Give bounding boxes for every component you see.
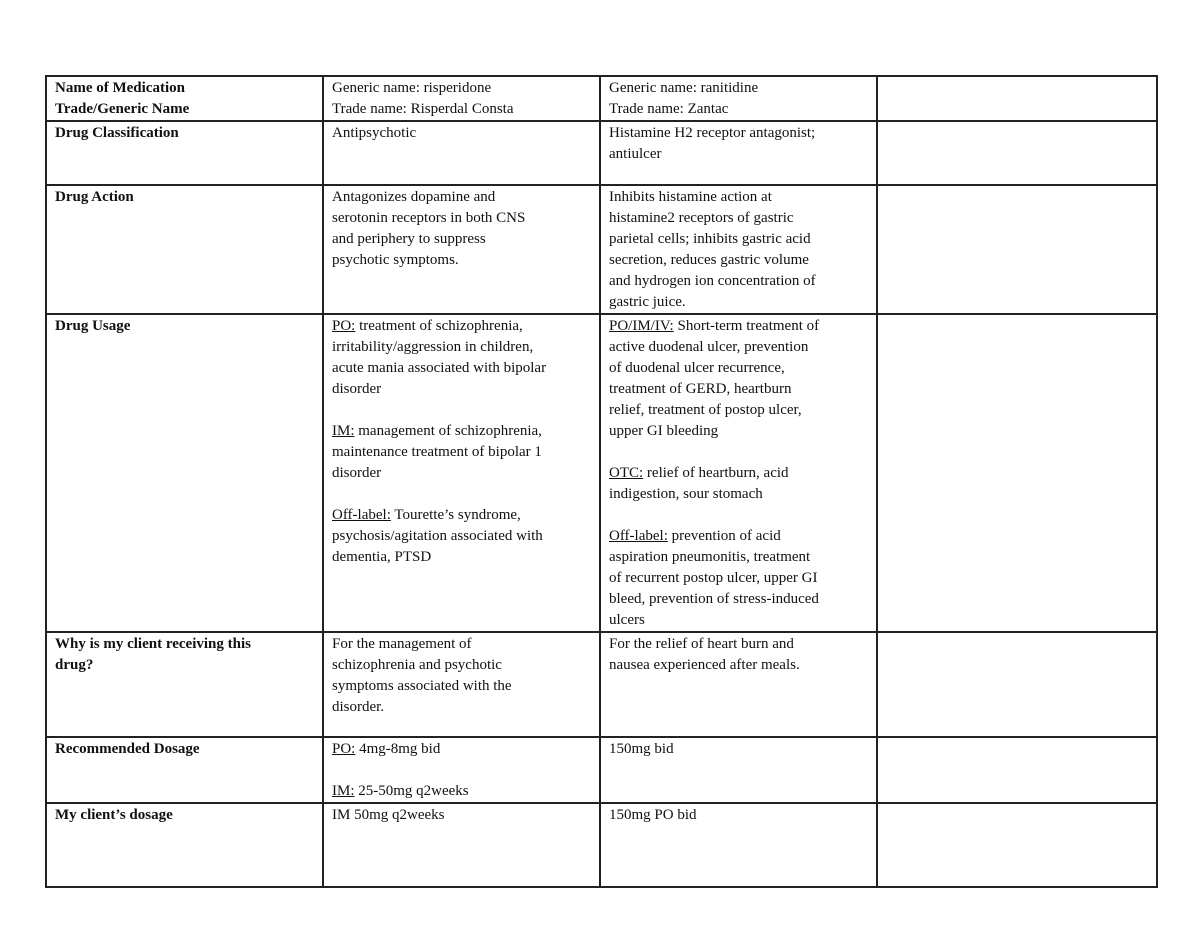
route-label-po: PO:	[332, 318, 356, 334]
label-drug-action: Drug Action	[46, 185, 323, 314]
text-line: serotonin receptors in both CNS	[332, 210, 526, 226]
text-line: treatment of GERD, heartburn	[609, 381, 792, 397]
route-label-im: IM:	[332, 423, 355, 439]
drug2-classification-cell	[600, 121, 877, 185]
text-line	[609, 526, 868, 547]
text-line: psychosis/agitation associated with	[332, 528, 543, 544]
label-line: Why is my client receiving this	[55, 636, 251, 652]
paragraph-gap	[332, 760, 591, 781]
text-line: relief, treatment of postop ulcer,	[609, 402, 802, 418]
drug2-client-dosage: 150mg PO bid	[600, 803, 877, 887]
route-label-otc: OTC:	[609, 465, 644, 481]
text-line	[609, 316, 868, 337]
row-medication-name	[46, 76, 1157, 121]
text-line: Antagonizes dopamine and	[332, 189, 496, 205]
label-recommended-dosage: Recommended Dosage	[46, 737, 323, 803]
drug1-client-dosage: IM 50mg q2weeks	[323, 803, 600, 887]
label-medication-name	[46, 76, 323, 121]
text-line: schizophrenia and psychotic	[332, 657, 502, 673]
text-line: psychotic symptoms.	[332, 252, 459, 268]
text-line: of duodenal ulcer recurrence,	[609, 360, 785, 376]
text-line: active duodenal ulcer, prevention	[609, 339, 809, 355]
label-client-reason	[46, 632, 323, 737]
drug1-trade-name: Trade name: Risperdal Consta	[332, 101, 514, 117]
paragraph-gap	[609, 442, 868, 463]
usage-text: relief of heartburn, acid	[643, 465, 789, 481]
drug2-reason-cell	[600, 632, 877, 737]
dosage-text: 4mg-8mg bid	[355, 741, 441, 757]
usage-text: management of schizophrenia,	[354, 423, 542, 439]
route-label-po-im-iv: PO/IM/IV:	[609, 318, 674, 334]
dosage-text: 25-50mg q2weeks	[354, 783, 469, 799]
text-line: upper GI bleeding	[609, 423, 719, 439]
usage-text: Short-term treatment of	[673, 318, 820, 334]
text-line: nausea experienced after meals.	[609, 657, 800, 673]
text-line: acute mania associated with bipolar	[332, 360, 547, 376]
drug1-usage-cell	[323, 314, 600, 632]
empty-cell	[877, 737, 1157, 803]
route-label-po: PO:	[332, 741, 356, 757]
drug1-generic-name: Generic name: risperidone	[332, 80, 492, 96]
empty-cell	[877, 76, 1157, 121]
text-line	[332, 739, 591, 760]
empty-cell	[877, 632, 1157, 737]
text-line: Inhibits histamine action at	[609, 189, 772, 205]
text-line: of recurrent postop ulcer, upper GI	[609, 570, 818, 586]
drug1-classification: Antipsychotic	[323, 121, 600, 185]
medication-table	[45, 75, 1158, 888]
empty-cell	[877, 185, 1157, 314]
text-line	[609, 463, 868, 484]
text-line: ulcers	[609, 612, 645, 628]
label-line: drug?	[55, 657, 94, 673]
route-label-im: IM:	[332, 783, 355, 799]
paragraph-gap	[332, 484, 591, 505]
text-line: antiulcer	[609, 146, 662, 162]
usage-text: treatment of schizophrenia,	[355, 318, 523, 334]
text-line: bleed, prevention of stress-induced	[609, 591, 819, 607]
text-line	[332, 781, 591, 802]
text-line: For the management of	[332, 636, 472, 652]
row-drug-usage	[46, 314, 1157, 632]
drug1-name-cell	[323, 76, 600, 121]
text-line: gastric juice.	[609, 294, 686, 310]
drug1-action-cell	[323, 185, 600, 314]
row-client-dosage	[46, 803, 1157, 887]
usage-text: Tourette’s syndrome,	[390, 507, 521, 523]
text-line: histamine2 receptors of gastric	[609, 210, 794, 226]
text-line: dementia, PTSD	[332, 549, 432, 565]
drug2-generic-name: Generic name: ranitidine	[609, 80, 759, 96]
text-line	[332, 316, 591, 337]
usage-text: prevention of acid	[667, 528, 781, 544]
paragraph-gap	[332, 400, 591, 421]
row-recommended-dosage	[46, 737, 1157, 803]
text-line	[332, 505, 591, 526]
drug2-trade-name: Trade name: Zantac	[609, 101, 729, 117]
drug2-name-cell	[600, 76, 877, 121]
drug1-reason-cell	[323, 632, 600, 737]
label-drug-classification: Drug Classification	[46, 121, 323, 185]
text-line: and hydrogen ion concentration of	[609, 273, 816, 289]
empty-cell	[877, 803, 1157, 887]
text-line: maintenance treatment of bipolar 1	[332, 444, 542, 460]
text-line: indigestion, sour stomach	[609, 486, 763, 502]
label-drug-usage: Drug Usage	[46, 314, 323, 632]
text-line: secretion, reduces gastric volume	[609, 252, 809, 268]
drug2-action-cell	[600, 185, 877, 314]
text-line: aspiration pneumonitis, treatment	[609, 549, 811, 565]
text-line: disorder.	[332, 699, 385, 715]
label-line: Trade/Generic Name	[55, 101, 190, 117]
text-line: parietal cells; inhibits gastric acid	[609, 231, 811, 247]
drug2-usage-cell	[600, 314, 877, 632]
label-client-dosage: My client’s dosage	[46, 803, 323, 887]
row-drug-classification	[46, 121, 1157, 185]
drug1-dosage-cell	[323, 737, 600, 803]
text-line: and periphery to suppress	[332, 231, 486, 247]
text-line	[332, 421, 591, 442]
offlabel-label: Off-label:	[332, 507, 391, 523]
text-line: For the relief of heart burn and	[609, 636, 794, 652]
text-line: irritability/aggression in children,	[332, 339, 534, 355]
text-line: symptoms associated with the	[332, 678, 512, 694]
paragraph-gap	[609, 505, 868, 526]
empty-cell	[877, 121, 1157, 185]
text-line: disorder	[332, 381, 382, 397]
row-client-reason	[46, 632, 1157, 737]
text-line: disorder	[332, 465, 382, 481]
drug2-dosage: 150mg bid	[600, 737, 877, 803]
label-line: Name of Medication	[55, 80, 185, 96]
text-line: Histamine H2 receptor antagonist;	[609, 125, 816, 141]
offlabel-label: Off-label:	[609, 528, 668, 544]
empty-cell	[877, 314, 1157, 632]
row-drug-action	[46, 185, 1157, 314]
